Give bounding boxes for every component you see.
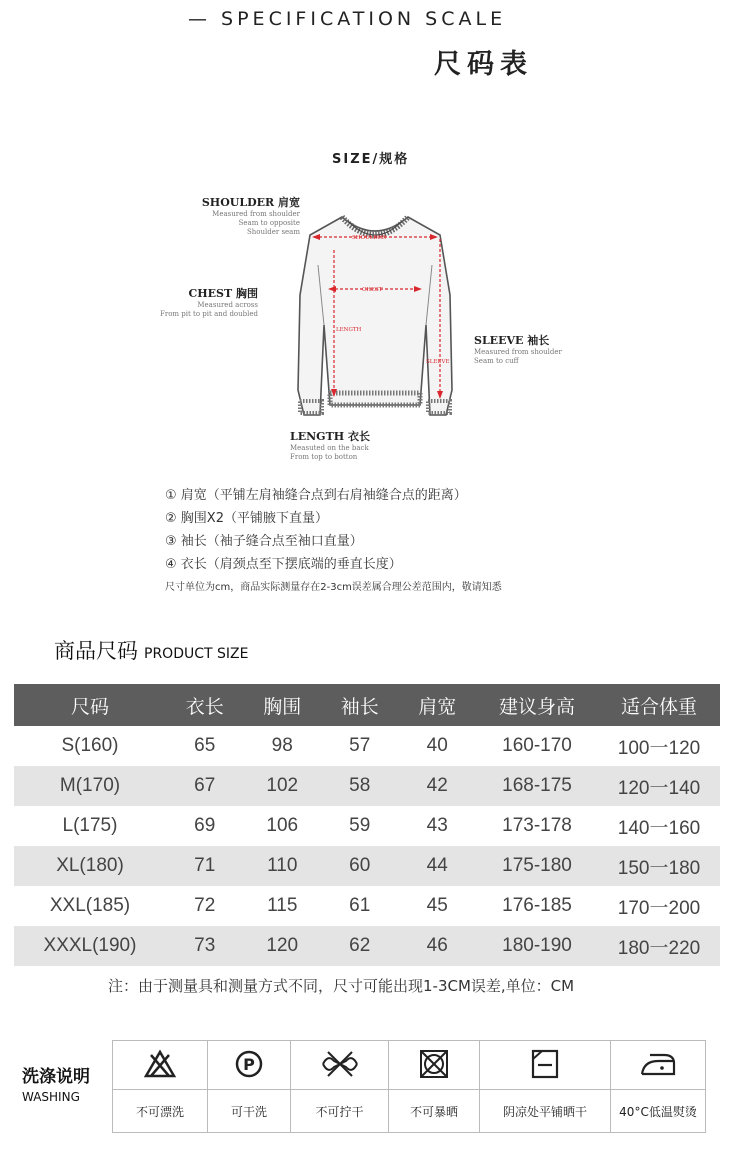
- table-cell: 120一140: [598, 766, 720, 806]
- table-cell: 73: [166, 926, 244, 966]
- washing-label: 40°C低温熨烫: [611, 1090, 706, 1133]
- no-tumble-dry-icon: [417, 1049, 451, 1079]
- note-item: ③ 袖长（袖子缝合点至袖口直量）: [165, 534, 363, 549]
- washing-title-cn: 洗涤说明: [22, 1067, 90, 1087]
- table-cell: 176-185: [502, 895, 572, 916]
- table-cell: 72: [194, 895, 216, 916]
- table-note: 注：由于测量具和测量方式不同，尺寸可能出现1-3CM误差,单位：CM: [108, 977, 575, 995]
- table-cell: 67: [166, 766, 244, 806]
- table-cell: 140一160: [617, 817, 701, 839]
- spec-title-en: — SPECIFICATION SCALE: [188, 8, 507, 30]
- table-header-cell: 袖长: [321, 684, 399, 726]
- measurement-notes: [165, 484, 467, 576]
- table-cell: 45: [426, 895, 448, 916]
- product-size-title-cn: 商品尺码: [54, 639, 138, 663]
- washing-label: 不可暴晒: [389, 1090, 480, 1133]
- table-cell: 69: [194, 815, 216, 836]
- length-tag: LENGTH: [336, 327, 362, 333]
- table-cell: 40: [426, 735, 448, 756]
- washing-icons-row: [113, 1041, 706, 1090]
- chest-label: CHEST 胸围 Measured across From pit to pit and doubled: [160, 287, 258, 318]
- unit-note: 尺寸单位为cm，商品实际测量存在2-3cm误差属合理公差范围内，敬请知悉: [165, 582, 502, 593]
- no-wring-icon: [320, 1049, 360, 1079]
- spec-title-cn: 尺码表: [434, 49, 533, 80]
- table-cell: 175-180: [476, 846, 598, 886]
- table-cell: M(170): [14, 766, 166, 806]
- table-header-cell: 肩宽: [399, 684, 477, 726]
- table-cell: 110: [244, 846, 322, 886]
- table-cell: 65: [194, 735, 216, 756]
- table-row: [14, 926, 720, 966]
- table-cell: 106: [266, 815, 299, 836]
- sleeve-label: SLEEVE 袖长 Measured from shoulder Seam to cuff: [474, 334, 562, 365]
- dry-clean-icon: [232, 1049, 266, 1079]
- sleeve-tag: SLEEVE: [426, 359, 450, 365]
- table-cell: 62: [321, 926, 399, 966]
- no-bleach-icon: [143, 1049, 177, 1079]
- table-cell: XXXL(190): [14, 926, 166, 966]
- note-item: ② 胸围X2（平铺腋下直量）: [165, 511, 328, 526]
- washing-label: 不可拧干: [291, 1090, 389, 1133]
- table-header-cell: 衣长: [166, 684, 244, 726]
- table-cell: 115: [267, 895, 298, 916]
- table-cell: 61: [349, 895, 371, 916]
- table-cell: 57: [349, 735, 371, 756]
- length-label: LENGTH 衣长 Measuted on the back From top to botton: [290, 430, 370, 461]
- table-cell: 102: [244, 766, 322, 806]
- table-row: [14, 886, 720, 926]
- table-cell: 173-178: [502, 815, 572, 836]
- table-cell: 58: [321, 766, 399, 806]
- table-row: [14, 846, 720, 886]
- product-size-title: [54, 635, 248, 665]
- product-size-title-en: PRODUCT SIZE: [144, 646, 249, 662]
- size-label: SIZE/规格: [332, 152, 410, 167]
- table-cell: 150一180: [598, 846, 720, 886]
- table-cell: 170一200: [617, 897, 701, 919]
- table-cell: 120: [244, 926, 322, 966]
- table-row: [14, 806, 720, 846]
- table-cell: S(160): [61, 735, 119, 756]
- table-cell: 180一220: [598, 926, 720, 966]
- table-cell: 71: [166, 846, 244, 886]
- washing-title-en: WASHING: [22, 1090, 80, 1104]
- table-cell: 180-190: [476, 926, 598, 966]
- table-cell: 42: [399, 766, 477, 806]
- table-header-row: [14, 684, 720, 726]
- iron-low-icon: [638, 1049, 678, 1079]
- table-cell: 59: [349, 815, 371, 836]
- table-cell: 44: [399, 846, 477, 886]
- table-row: [14, 766, 720, 806]
- shoulder-label: SHOULDER 肩宽 Measured from shoulder Seam to opposite Shoulder seam: [201, 196, 300, 236]
- table-cell: 98: [271, 735, 293, 756]
- table-cell: XXL(185): [49, 895, 131, 916]
- table-cell: 100一120: [617, 737, 701, 759]
- washing-labels-row: [113, 1090, 706, 1133]
- sweater-diagram: [290, 205, 460, 425]
- chest-tag: CHEST: [362, 287, 383, 293]
- washing-label: 阴凉处平铺晒干: [480, 1090, 611, 1133]
- note-item: ④ 衣长（肩颈点至下摆底端的垂直长度）: [165, 557, 402, 572]
- size-table: [14, 684, 720, 966]
- table-cell: 43: [426, 815, 448, 836]
- table-header-cell: 尺码: [14, 684, 166, 726]
- shoulder-tag: SHOULDER: [352, 235, 386, 241]
- table-header-cell: 胸围: [244, 684, 322, 726]
- table-cell: 160-170: [502, 735, 572, 756]
- note-item: ① 肩宽（平铺左肩袖缝合点到右肩袖缝合点的距离）: [165, 488, 467, 503]
- washing-label: 可干洗: [208, 1090, 291, 1133]
- table-cell: 46: [399, 926, 477, 966]
- table-cell: XL(180): [14, 846, 166, 886]
- table-cell: 60: [321, 846, 399, 886]
- table-cell: L(175): [62, 815, 118, 836]
- table-row: [14, 726, 720, 766]
- washing-label: 不可漂洗: [113, 1090, 208, 1133]
- washing-table: [112, 1040, 706, 1133]
- dry-flat-shade-icon: [528, 1049, 562, 1079]
- table-header-cell: 适合体重: [598, 684, 720, 726]
- svg-text:P: P: [243, 1054, 255, 1074]
- table-header-cell: 建议身高: [476, 684, 598, 726]
- table-cell: 168-175: [476, 766, 598, 806]
